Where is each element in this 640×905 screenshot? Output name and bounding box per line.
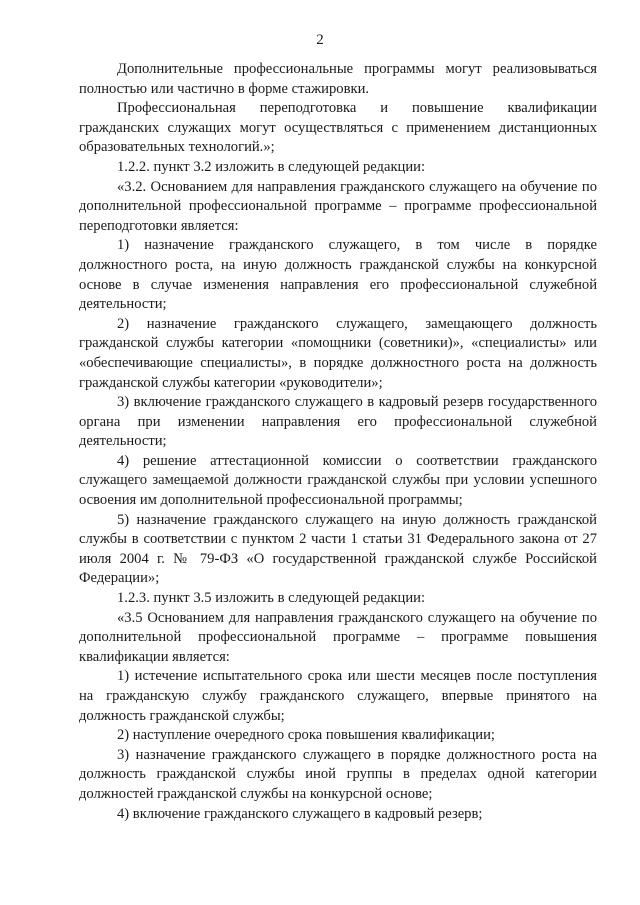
list-item-3-2-4: 4) решение аттестационной комиссии о соответствии гражданского служащего замещаемой должности гражданской службы при условии успешного освоения им дополнительной профессиональной программы;	[79, 452, 597, 509]
list-item-3-5-3: 3) назначение гражданского служащего в порядке должностного роста на должность гражданской службы иной группы в пределах одной категории должностей гражданской службы на конкурсной основе;	[79, 746, 597, 802]
paragraph-3-2-intro: «3.2. Основанием для направления гражданского служащего на обучение по дополнительной профессиональной программе – программе профессиональной переподготовки является:	[79, 178, 597, 234]
paragraph-amend-3-2: 1.2.2. пункт 3.2 изложить в следующей редакции:	[117, 158, 426, 175]
page-number: 2	[316, 32, 324, 48]
paragraph-3-5-intro: «3.5 Основанием для направления гражданского служащего на обучение по дополнительной профессиональной программе – программе повышения квалификации является:	[79, 609, 597, 665]
list-item-3-5-1: 1) истечение испытательного срока или шести месяцев после поступления на гражданскую службу гражданского служащего, впервые принятого на должность гражданской службы;	[79, 668, 597, 724]
paragraph-distance-learning: Профессиональная переподготовка и повышение квалификации гражданских служащих могут осуществляться с применением дистанционных образовательных технологий.»;	[79, 100, 597, 156]
list-item-3-5-4: 4) включение гражданского служащего в кадровый резерв;	[117, 805, 483, 822]
paragraph-amend-3-5: 1.2.3. пункт 3.5 изложить в следующей редакции:	[117, 590, 426, 607]
list-item-3-5-2: 2) наступление очередного срока повышения квалификации;	[117, 727, 495, 744]
list-item-3-2-1: 1) назначение гражданского служащего, в том числе в порядке должностного роста, на иную должность гражданской службы на конкурсной основе в случае изменения направления его профессиональной служебной деятельности;	[79, 237, 597, 313]
list-item-3-2-3: 3) включение гражданского служащего в кадровый резерв государственного органа при изменении направления его профессиональной служебной деятельности;	[79, 394, 597, 450]
paragraph-additional-programs: Дополнительные профессиональные программы могут реализовываться полностью или частично в форме стажировки.	[79, 61, 597, 97]
list-item-3-2-2: 2) назначение гражданского служащего, замещающего должность гражданской службы категории «помощники (советники)», «специалисты» или «обеспечивающие специалисты», в порядке должностного роста на должность гражданской службы категории «руководители»;	[79, 315, 597, 391]
document-body	[79, 60, 597, 824]
list-item-3-2-5: 5) назначение гражданского служащего на иную должность гражданской службы в соответствии с пунктом 2 части 1 статьи 31 Федерального закона от 27 июля 2004 г. № 79-ФЗ «О государственной гражданской службе Российской Федерации»;	[79, 511, 597, 587]
